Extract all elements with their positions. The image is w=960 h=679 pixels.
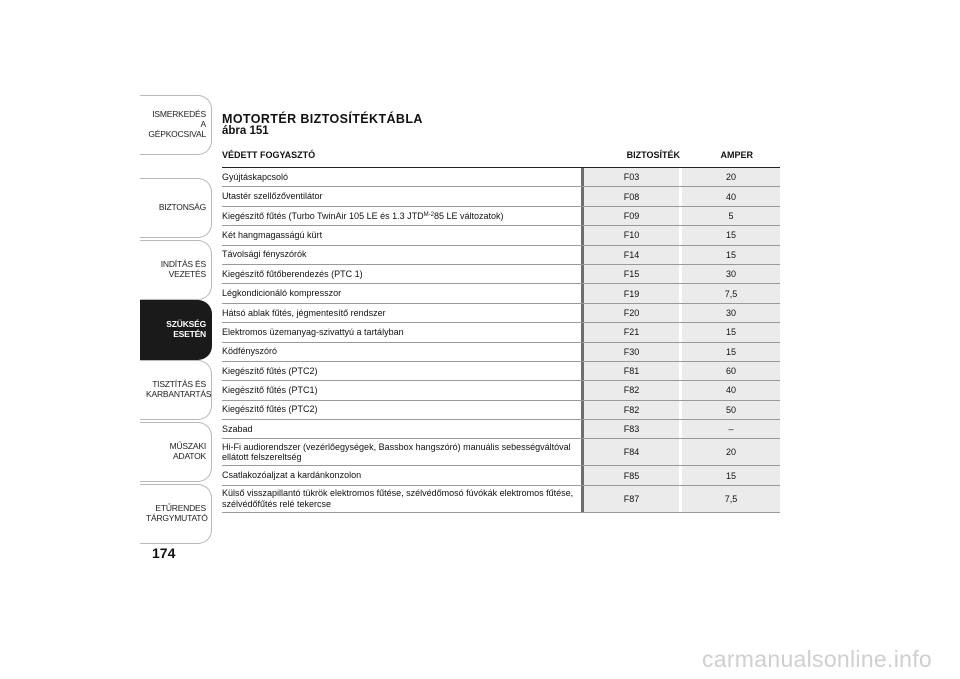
fuse-table [222,150,780,513]
tab-ismerkedes[interactable] [140,95,212,155]
consumer-cell: Kiegészítő fűtés (PTC2) [222,362,584,380]
amp-cell: 40 [682,381,780,399]
amp-cell: 30 [682,304,780,322]
tab-label: INDÍTÁS ÉS VEZETÉS [160,259,206,279]
amp-cell: 60 [682,362,780,380]
fuse-cell: F81 [584,362,682,380]
fuse-cell: F87 [584,486,682,512]
tab-label: TISZTÍTÁS ÉS KARBANTARTÁS [146,379,212,399]
fuse-cell: F14 [584,246,682,264]
page-number: 174 [152,545,176,561]
tab-label: ISMERKEDÉS A GÉPKOCSIVAL [148,109,206,139]
tab-inditas[interactable] [140,240,212,300]
consumer-cell: Csatlakozóaljzat a kardánkonzolon [222,466,584,484]
amp-cell: 5 [682,207,780,225]
table-row [222,362,780,381]
header-amp: AMPER [720,150,753,160]
table-row [222,486,780,513]
table-row [222,439,780,466]
consumer-cell: Szabad [222,420,584,438]
consumer-cell: Kiegészítő fűtés (PTC1) [222,381,584,399]
watermark: carmanualsonline.info [701,646,932,672]
amp-cell: 7,5 [682,486,780,512]
page-title: MOTORTÉR BIZTOSÍTÉKTÁBLA [222,112,423,126]
fuse-cell: F82 [584,381,682,399]
amp-cell: 30 [682,265,780,283]
figure-reference: ábra 151 [222,125,269,137]
fuse-cell: F10 [584,226,682,244]
fuse-cell: F83 [584,420,682,438]
tab-szukseg-eseten[interactable] [140,300,212,360]
consumer-cell: Légkondicionáló kompresszor [222,284,584,302]
consumer-cell: Elektromos üzemanyag-szivattyú a tartályban [222,323,584,341]
table-row [222,168,780,187]
consumer-cell [222,207,584,225]
table-row [222,284,780,303]
table-row [222,304,780,323]
amp-cell: 7,5 [682,284,780,302]
engine-code-subscript: M-2 [423,212,434,219]
fuse-cell: F08 [584,187,682,205]
table-row [222,207,780,226]
fuse-cell: F85 [584,466,682,484]
fuse-cell: F09 [584,207,682,225]
tab-label: SZÜKSÉG ESETÉN [166,319,206,339]
tab-label: MŰSZAKI ADATOK [169,441,206,461]
table-row [222,187,780,206]
tab-label: ETŰRENDES TÁRGYMUTATÓ [146,503,208,523]
table-row [222,226,780,245]
consumer-cell: Gyújtáskapcsoló [222,168,584,186]
fuse-cell: F82 [584,401,682,419]
tab-tisztitas[interactable] [140,360,212,420]
table-row [222,343,780,362]
table-row [222,246,780,265]
table-row [222,323,780,342]
amp-cell: 15 [682,226,780,244]
consumer-cell: Hi-Fi audiorendszer (vezérlőegységek, Bassbox hangszóró) manuális sebességváltóval ellátott felszereltség [222,439,584,465]
table-row [222,466,780,485]
table-row [222,401,780,420]
consumer-cell: Távolsági fényszórók [222,246,584,264]
amp-cell: 15 [682,246,780,264]
fuse-cell: F15 [584,265,682,283]
fuse-cell: F30 [584,343,682,361]
amp-cell: 15 [682,323,780,341]
consumer-text: 85 LE változatok) [433,210,504,221]
header-fuse: BIZTOSÍTÉK [626,150,680,160]
fuse-cell: F21 [584,323,682,341]
amp-cell: 20 [682,439,780,465]
consumer-cell: Utastér szellőzőventilátor [222,187,584,205]
consumer-cell: Ködfényszóró [222,343,584,361]
amp-cell: – [682,420,780,438]
tab-muszaki-adatok[interactable] [140,422,212,482]
fuse-cell: F19 [584,284,682,302]
consumer-text: Kiegészítő fűtés (Turbo TwinAir 105 LE és 1.3 JTD [222,210,424,221]
table-row [222,420,780,439]
tab-label: BIZTONSÁG [158,202,206,213]
header-consumer: VÉDETT FOGYASZTÓ [222,150,316,160]
fuse-cell: F20 [584,304,682,322]
tab-biztonsag[interactable] [140,178,212,238]
table-header [222,150,780,168]
fuse-cell: F84 [584,439,682,465]
tab-targymutato[interactable] [140,484,212,544]
table-row [222,381,780,400]
amp-cell: 40 [682,187,780,205]
consumer-cell: Külső visszapillantó tükrök elektromos fűtése, szélvédőmosó fúvókák elektromos fűtése, szélvédőfűtés relé tekercse [222,486,584,512]
consumer-cell: Kiegészítő fűtőberendezés (PTC 1) [222,265,584,283]
amp-cell: 50 [682,401,780,419]
table-row [222,265,780,284]
consumer-cell: Két hangmagasságú kürt [222,226,584,244]
amp-cell: 15 [682,343,780,361]
amp-cell: 20 [682,168,780,186]
consumer-cell: Kiegészítő fűtés (PTC2) [222,401,584,419]
amp-cell: 15 [682,466,780,484]
fuse-cell: F03 [584,168,682,186]
consumer-cell: Hátsó ablak fűtés, jégmentesítő rendszer [222,304,584,322]
